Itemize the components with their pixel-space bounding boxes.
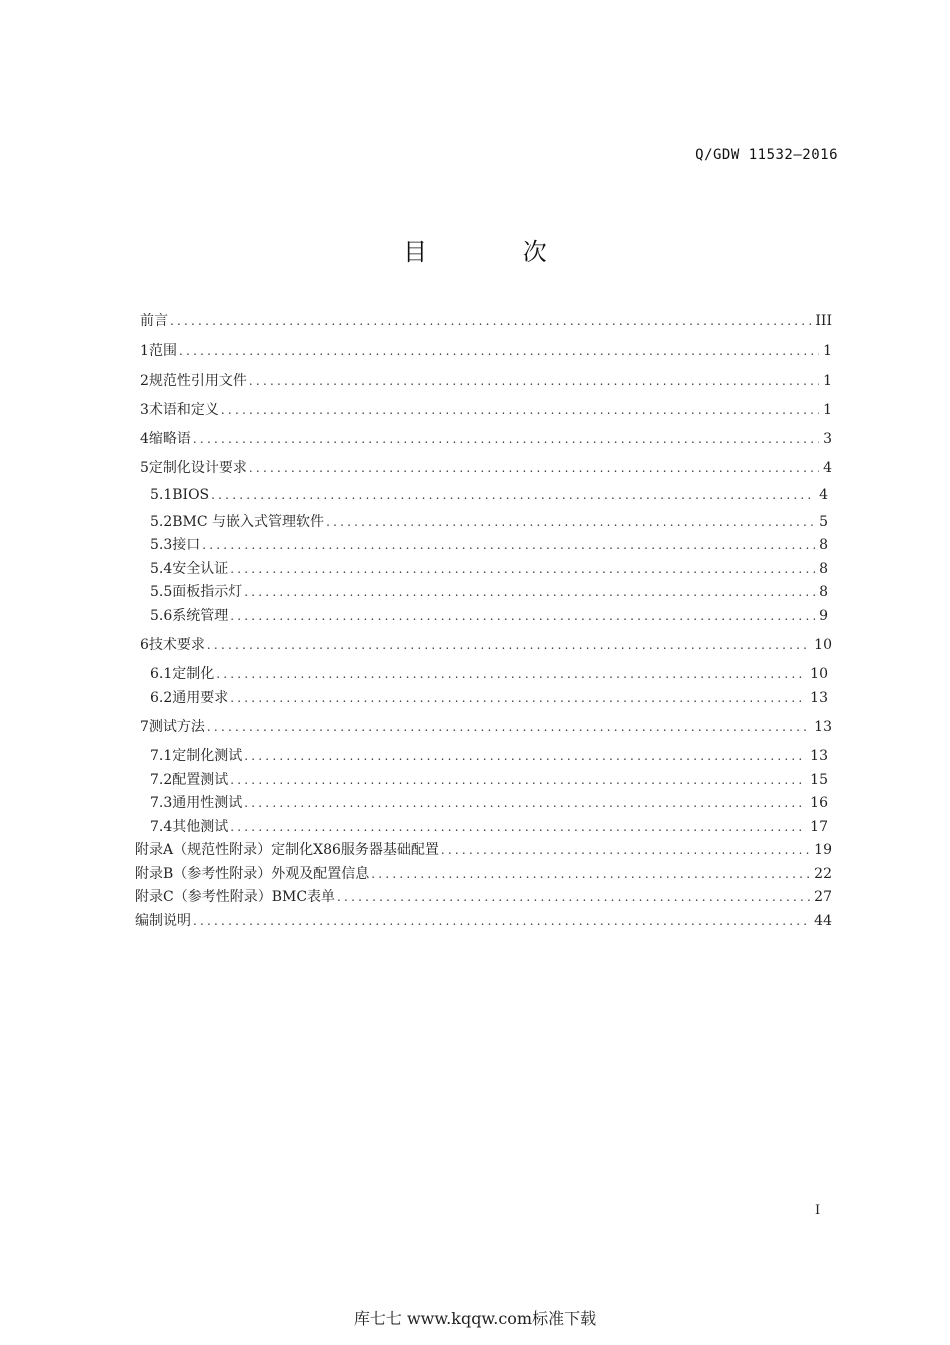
toc-entry-text: 定制化 xyxy=(172,666,215,682)
toc-entry[interactable] xyxy=(140,457,832,477)
leader-dots xyxy=(207,720,810,734)
toc-entry[interactable] xyxy=(140,340,832,360)
toc-entry-page: 4 xyxy=(823,460,832,476)
toc-entry-number: 5.3 xyxy=(150,537,173,553)
leader-dots xyxy=(249,374,819,388)
toc-entry-page: 17 xyxy=(810,819,828,835)
toc-entry-page: 27 xyxy=(814,889,832,905)
toc-entry-text: 配置测试 xyxy=(172,772,229,788)
toc-entry-number: 1 xyxy=(140,343,149,359)
toc-entry-page: 8 xyxy=(819,561,828,577)
toc-title: 目 次 xyxy=(403,238,591,266)
toc-entry-page: 13 xyxy=(814,719,832,735)
leader-dots xyxy=(244,796,806,810)
toc-entry[interactable] xyxy=(140,370,832,390)
toc-entry-text: 其他测试 xyxy=(172,819,229,835)
leader-dots xyxy=(249,461,819,475)
toc-entry-text: 面板指示灯 xyxy=(172,584,243,600)
toc-entry-foreword[interactable] xyxy=(140,310,832,330)
toc-entry[interactable] xyxy=(140,399,832,419)
toc-subentry[interactable] xyxy=(150,687,828,707)
toc-entry-page: 16 xyxy=(810,795,828,811)
toc-entry-page: 1 xyxy=(823,402,832,418)
leader-dots xyxy=(244,749,806,763)
toc-entry-text: 技术要求 xyxy=(148,637,205,653)
toc-entry-text: 定制化设计要求 xyxy=(148,460,247,476)
leader-dots xyxy=(230,691,806,705)
toc-entry-text: 前言 xyxy=(140,313,168,329)
toc-entry-number: 7.3 xyxy=(150,795,173,811)
toc-entry-page: 13 xyxy=(810,748,828,764)
toc-entry[interactable] xyxy=(140,634,832,654)
toc-entry-page: 1 xyxy=(823,343,832,359)
toc-entry-text: 附录A（规范性附录）定制化X86服务器基础配置 xyxy=(135,842,439,858)
toc-entry-text: 术语和定义 xyxy=(148,402,219,418)
toc-entry-text: 安全认证 xyxy=(172,561,229,577)
toc-subentry[interactable] xyxy=(150,663,828,683)
toc-entry-number: 7.1 xyxy=(150,748,173,764)
toc-subentry[interactable] xyxy=(150,769,828,789)
leader-dots xyxy=(207,638,810,652)
leader-dots xyxy=(230,820,806,834)
toc-entry-number: 5.4 xyxy=(150,561,173,577)
toc-entry-page: 3 xyxy=(823,431,832,447)
leader-dots xyxy=(230,609,815,623)
toc-entry-text: 编制说明 xyxy=(135,913,191,929)
leader-dots xyxy=(244,585,815,599)
toc-entry-number: 5.5 xyxy=(150,584,173,600)
toc-entry-page: 13 xyxy=(810,690,828,706)
toc-entry-text: 测试方法 xyxy=(148,719,205,735)
toc-entry-number: 6.2 xyxy=(150,690,173,706)
toc-entry-appendix-c[interactable] xyxy=(135,886,832,906)
toc-entry[interactable] xyxy=(140,428,832,448)
toc-entry-editorial-notes[interactable] xyxy=(135,910,832,930)
toc-entry-page: 8 xyxy=(819,537,828,553)
toc-entry-appendix-a[interactable] xyxy=(135,839,832,859)
toc-subentry[interactable] xyxy=(150,487,828,503)
leader-dots xyxy=(170,314,811,328)
leader-dots xyxy=(211,488,815,502)
leader-dots xyxy=(193,914,810,928)
toc-subentry[interactable] xyxy=(150,816,828,836)
toc-entry-page: 8 xyxy=(819,584,828,600)
footer-watermark-text: 库七七 www.kqqw.com标准下载 xyxy=(353,1309,597,1328)
leader-dots xyxy=(326,515,815,529)
toc-entry-text: BMC 与嵌入式管理软件 xyxy=(172,514,325,530)
toc-entry-page: 15 xyxy=(810,772,828,788)
toc-entry-number: 6.1 xyxy=(150,666,173,682)
toc-entry-page: 9 xyxy=(819,608,828,624)
toc-entry-text: 范围 xyxy=(149,343,178,359)
toc-entry-text: 规范性引用文件 xyxy=(148,373,247,389)
toc-entry-page: 22 xyxy=(814,866,832,882)
toc-subentry[interactable] xyxy=(150,792,828,812)
toc-entry-page: 4 xyxy=(819,487,828,503)
toc-entry-text: 缩略语 xyxy=(148,431,191,447)
leader-dots xyxy=(193,432,819,446)
toc-entry-number: 5 xyxy=(140,460,149,476)
leader-dots xyxy=(230,773,806,787)
toc-entry-text: 附录C（参考性附录）BMC表单 xyxy=(135,889,336,905)
toc-entry-number: 5.6 xyxy=(150,608,173,624)
toc-subentry[interactable] xyxy=(150,605,828,625)
toc-entry-number: 5.1 xyxy=(150,487,173,503)
toc-entry-page: 10 xyxy=(814,637,832,653)
toc-entry[interactable] xyxy=(140,716,832,736)
leader-dots xyxy=(230,562,815,576)
toc-entry-appendix-b[interactable] xyxy=(135,863,832,883)
toc-entry-text: 接口 xyxy=(172,537,201,553)
leader-dots xyxy=(221,403,819,417)
toc-entry-text: 定制化测试 xyxy=(172,748,243,764)
toc-entry-text: 附录B（参考性附录）外观及配置信息 xyxy=(135,866,370,882)
toc-entry-number: 4 xyxy=(140,431,149,447)
toc-subentry[interactable] xyxy=(150,581,828,601)
toc-entry-number: 7.2 xyxy=(150,772,173,788)
toc-entry-page: 5 xyxy=(819,514,828,530)
toc-subentry[interactable] xyxy=(150,558,828,578)
toc-entry-text: 通用要求 xyxy=(172,690,229,706)
toc-entry-number: 2 xyxy=(140,373,149,389)
toc-subentry[interactable] xyxy=(150,745,828,765)
toc-entry-page: 1 xyxy=(823,373,832,389)
toc-subentry[interactable] xyxy=(150,534,828,554)
toc-entry-number: 7 xyxy=(140,719,149,735)
toc-entry-page: 10 xyxy=(810,666,828,682)
toc-entry-number: 7.4 xyxy=(150,819,173,835)
leader-dots xyxy=(337,890,810,904)
leader-dots xyxy=(441,843,810,857)
leader-dots xyxy=(179,344,819,358)
toc-entry-number: 5.2 xyxy=(150,514,173,530)
document-code: Q/GDW 11532—2016 xyxy=(695,147,838,163)
leader-dots xyxy=(216,667,806,681)
toc-entry-page: 19 xyxy=(814,842,832,858)
toc-subentry[interactable] xyxy=(150,511,828,531)
leader-dots xyxy=(202,538,815,552)
toc-entry-text: BIOS xyxy=(172,487,210,503)
toc-entry-page: 44 xyxy=(814,913,832,929)
toc-entry-text: 系统管理 xyxy=(172,608,229,624)
toc-entry-number: 6 xyxy=(140,637,149,653)
toc-entry-text: 通用性测试 xyxy=(172,795,243,811)
page-number: I xyxy=(815,1203,821,1218)
leader-dots xyxy=(371,867,810,881)
toc-entry-page: III xyxy=(815,313,832,329)
toc-entry-number: 3 xyxy=(140,402,149,418)
